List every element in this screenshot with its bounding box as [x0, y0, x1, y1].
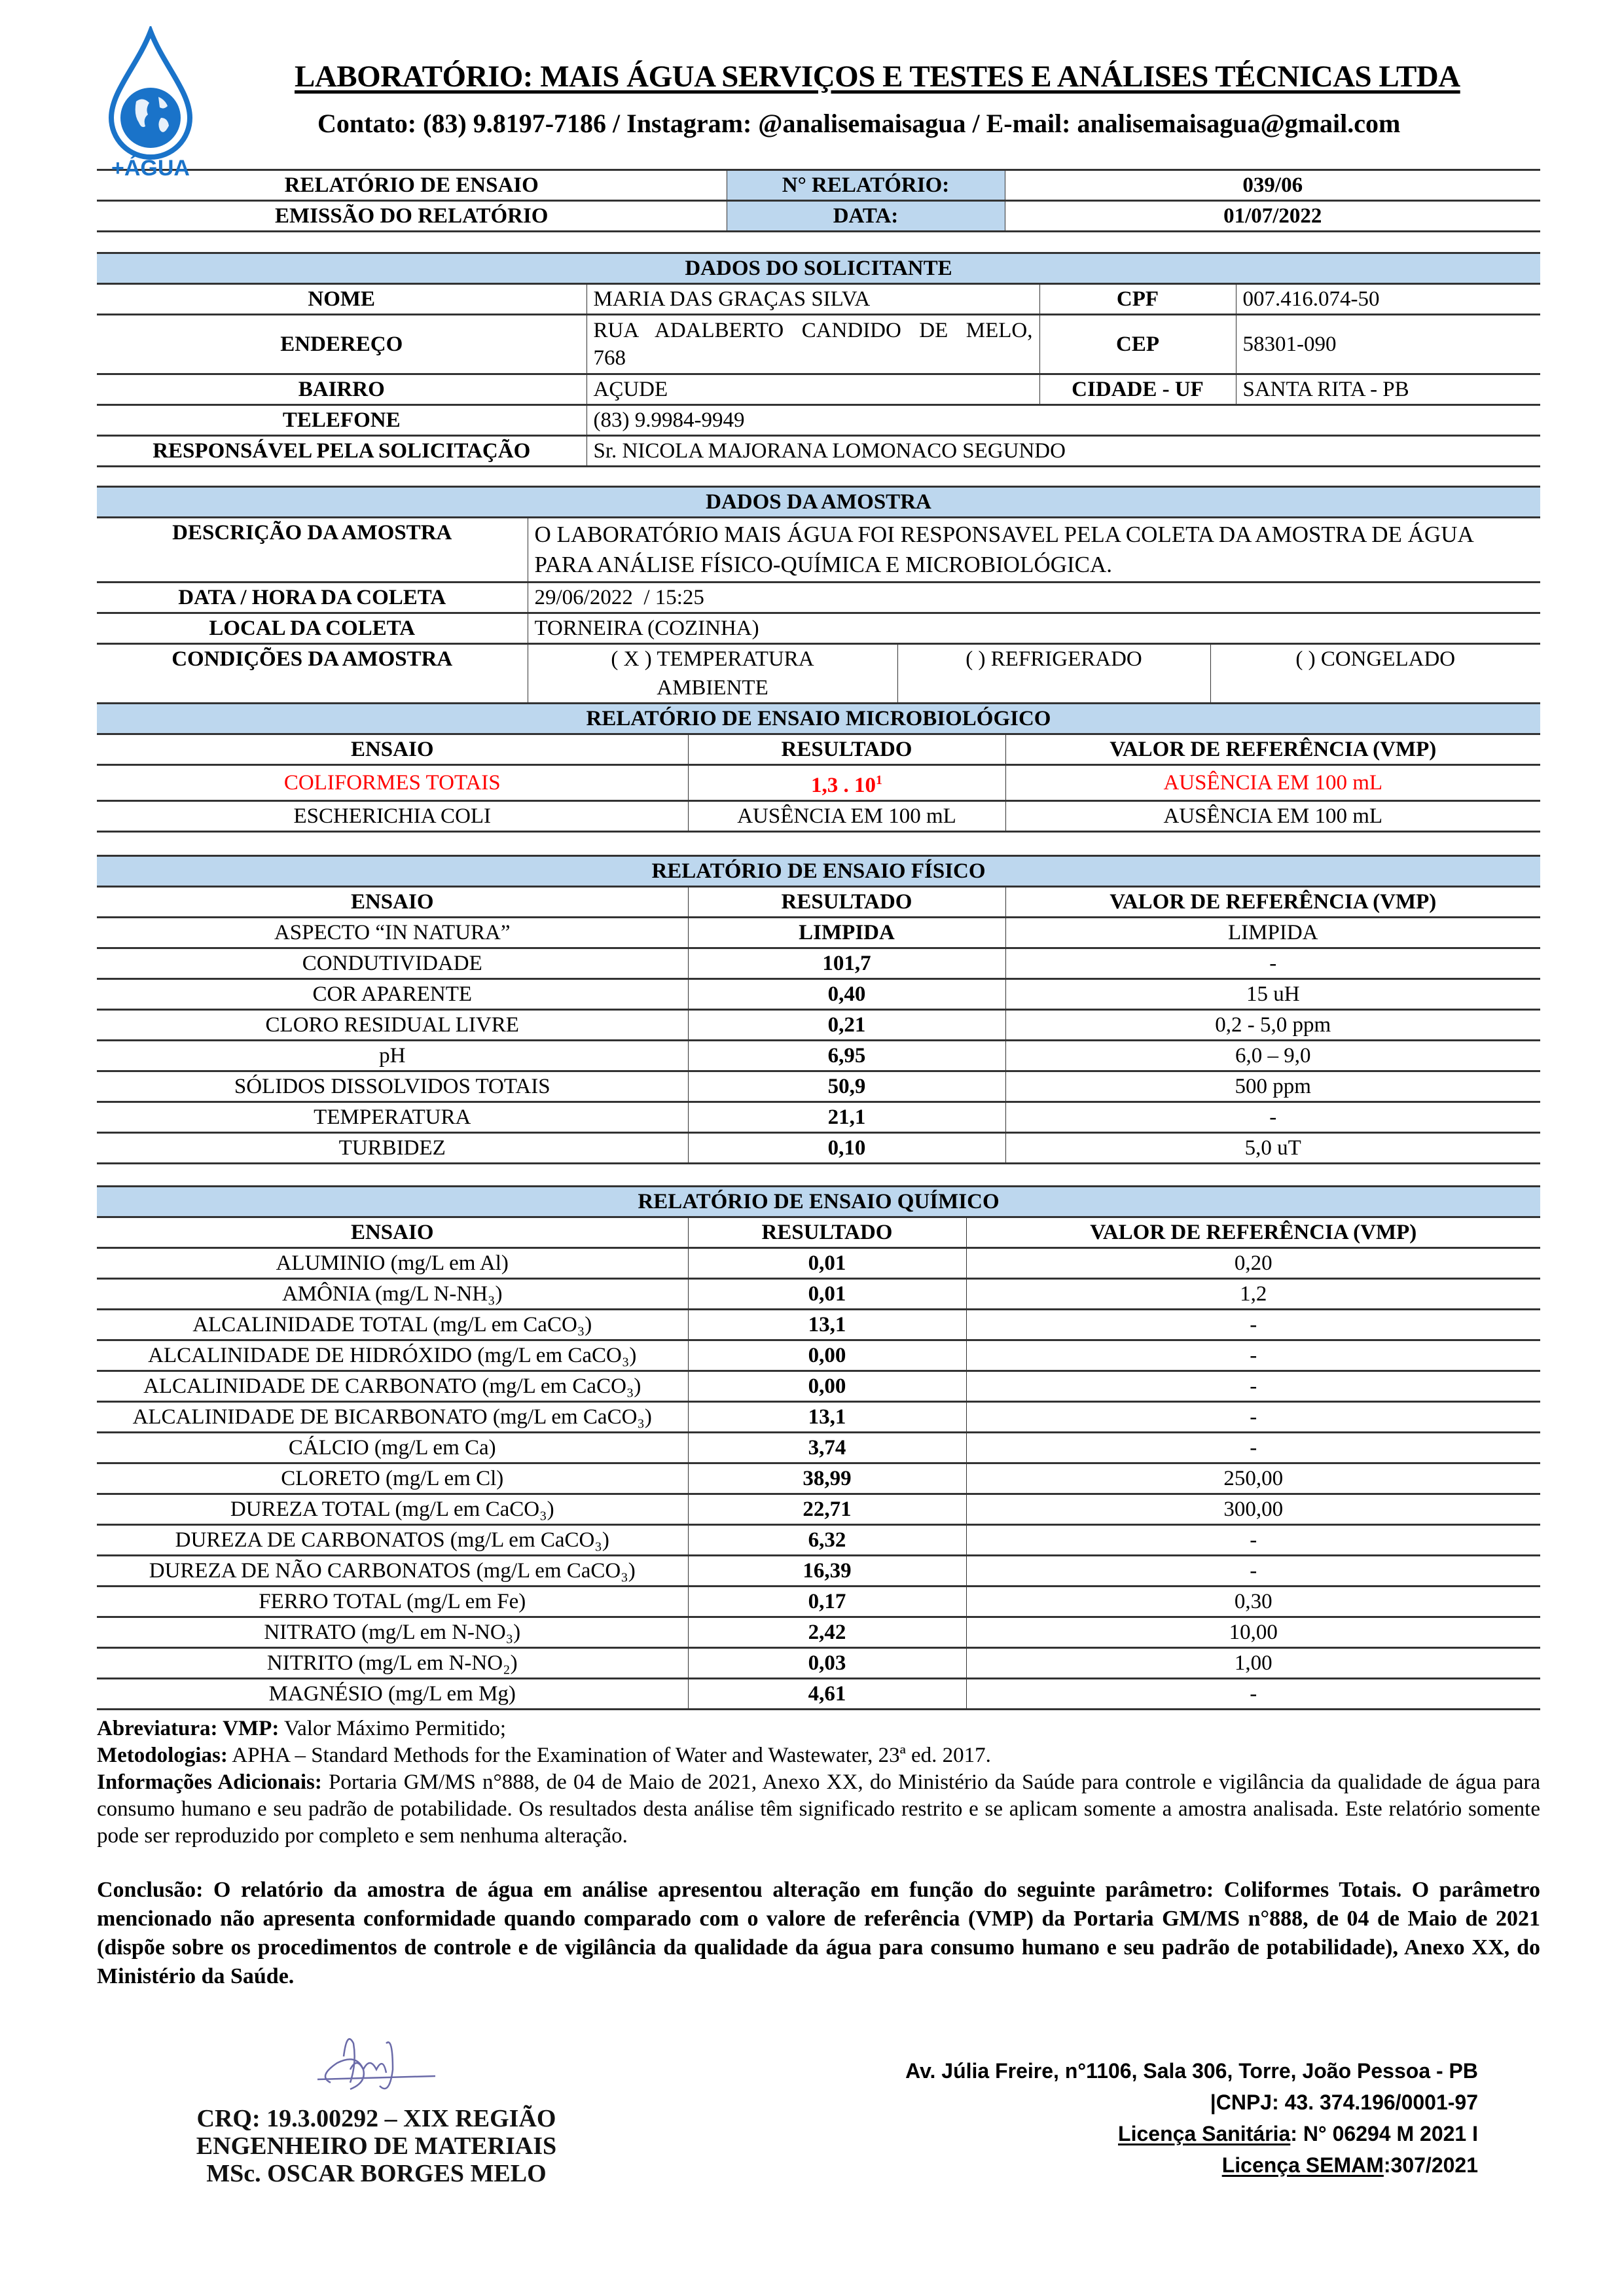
test-reference: -: [966, 1310, 1540, 1340]
semam-license-line: [850, 2149, 1478, 2181]
test-result: 4,61: [688, 1679, 966, 1710]
requester-title: DADOS DO SOLICITANTE: [685, 257, 952, 280]
address-line: Av. Júlia Freire, n°1106, Sala 306, Torre, João Pessoa - PB: [905, 2059, 1478, 2083]
test-reference: AUSÊNCIA EM 100 mL: [1005, 765, 1540, 801]
sample-location-row: [97, 613, 1540, 644]
column-header-resultado: RESULTADO: [688, 734, 1005, 765]
table-row: [97, 1279, 1540, 1310]
physical-rows: [97, 918, 1540, 1164]
report-type-label: RELATÓRIO DE ENSAIO: [284, 173, 539, 197]
lab-title: LABORATÓRIO: MAIS ÁGUA SERVIÇOS E TESTES E ANÁLISES TÉCNICAS LTDA: [295, 60, 1460, 94]
table-row: [97, 1402, 1540, 1433]
sample-section-header: [97, 487, 1540, 518]
water-drop-globe-icon: [98, 26, 203, 183]
test-name: DUREZA DE CARBONATOS (mg/L em CaCO₃): [175, 1528, 609, 1552]
sample-conditions-row: [97, 644, 1540, 704]
test-result: 16,39: [688, 1556, 966, 1587]
column-header-resultado: RESULTADO: [688, 1217, 966, 1248]
sample-date-value: 29/06/2022 / 15:25: [528, 583, 1540, 613]
test-result: LIMPIDA: [688, 918, 1005, 948]
table-row: [97, 1525, 1540, 1556]
sample-description-row: [97, 518, 1540, 583]
test-reference: AUSÊNCIA EM 100 mL: [1005, 801, 1540, 832]
table-row: [97, 1310, 1540, 1340]
table-row: [97, 1371, 1540, 1402]
report-date-value: 01/07/2022: [1005, 201, 1540, 232]
test-reference: 6,0 – 9,0: [1005, 1041, 1540, 1071]
test-result: 0,00: [688, 1340, 966, 1371]
district-value: AÇUDE: [586, 374, 1039, 405]
test-result: 0,01: [688, 1248, 966, 1279]
test-result: 0,40: [688, 979, 1005, 1010]
semam-license-label: Licença SEMAM: [1221, 2153, 1384, 2177]
test-reference: -: [1005, 1102, 1540, 1133]
sanitary-license-value: : N° 06294 M 2021 I: [1290, 2122, 1478, 2145]
name-value: MARIA DAS GRAÇAS SILVA: [586, 284, 1039, 315]
sample-title: DADOS DA AMOSTRA: [706, 490, 931, 514]
sanitary-license-line: [850, 2118, 1478, 2149]
table-row-coliformes: [97, 765, 1540, 801]
report-date-label: DATA:: [727, 201, 1005, 232]
requester-district-row: [97, 374, 1540, 405]
report-date-row: [97, 201, 1540, 232]
table-row: [97, 1463, 1540, 1494]
test-reference: 15 uH: [1005, 979, 1540, 1010]
chemical-rows: [97, 1248, 1540, 1710]
physical-table: [97, 855, 1540, 1164]
test-name: TEMPERATURA: [314, 1105, 471, 1129]
test-result: 101,7: [688, 948, 1005, 979]
test-result: 0,03: [688, 1648, 966, 1679]
condition-frozen-option[interactable]: ( ) CONGELADO: [1210, 644, 1540, 704]
test-reference: -: [966, 1433, 1540, 1463]
test-reference: -: [966, 1556, 1540, 1587]
report-info-table: [97, 169, 1540, 232]
chemical-section-header: [97, 1187, 1540, 1217]
test-name: TURBIDEZ: [338, 1136, 446, 1160]
test-name: ASPECTO “IN NATURA”: [274, 921, 511, 944]
column-header-ensaio: ENSAIO: [350, 890, 434, 914]
test-result: 2,42: [688, 1617, 966, 1648]
chemical-table: [97, 1185, 1540, 1710]
physical-title: RELATÓRIO DE ENSAIO FÍSICO: [651, 859, 986, 883]
additional-info-note: [97, 1769, 1540, 1850]
company-address-block: [850, 2055, 1478, 2181]
test-reference: 1,00: [966, 1648, 1540, 1679]
additional-info-text: Portaria GM/MS n°888, de 04 de Maio de 2021, Anexo XX, do Ministério da Saúde para controle e vigilância da qualidade de água para consumo humano e seu padrão de potabilidade. Os resultados desta análise têm significado restrito e se aplicam somente a amostra analisada. Este relatório somente pode ser reproduzido por completo e sem nenhuma alteração.: [97, 1770, 1540, 1848]
test-reference: 0,2 - 5,0 ppm: [1005, 1010, 1540, 1041]
test-reference: -: [966, 1371, 1540, 1402]
column-header-referencia: VALOR DE REFERÊNCIA (VMP): [1005, 887, 1540, 918]
test-name: DUREZA TOTAL (mg/L em CaCO₃): [230, 1498, 554, 1521]
column-header-referencia: VALOR DE REFERÊNCIA (VMP): [1005, 734, 1540, 765]
test-result: 21,1: [688, 1102, 1005, 1133]
handwritten-signature: [304, 2030, 448, 2102]
requester-name-row: [97, 284, 1540, 315]
test-name: NITRATO (mg/L em N-NO₃): [264, 1621, 521, 1644]
table-row: [97, 1071, 1540, 1102]
result-mantissa: 1,3 . 10: [811, 774, 876, 797]
requester-section-header: [97, 253, 1540, 284]
column-header-resultado: RESULTADO: [688, 887, 1005, 918]
notes-section: [97, 1715, 1540, 1850]
physical-header-row: [97, 887, 1540, 918]
table-row: [97, 1648, 1540, 1679]
report-number-value: 039/06: [1005, 170, 1540, 201]
crq-line: CRQ: 19.3.00292 – XIX REGIÃO: [196, 2105, 556, 2132]
test-result: 0,10: [688, 1133, 1005, 1164]
address-label: ENDEREÇO: [280, 332, 403, 356]
table-row: [97, 918, 1540, 948]
sample-date-row: [97, 583, 1540, 613]
district-label: BAIRRO: [298, 378, 385, 401]
page-header: [295, 58, 1538, 140]
company-logo: [98, 26, 203, 183]
cpf-label: CPF: [1039, 284, 1236, 315]
test-result: 0,01: [688, 1279, 966, 1310]
test-name: pH: [379, 1044, 406, 1067]
cep-value: 58301-090: [1236, 315, 1540, 374]
chemical-title: RELATÓRIO DE ENSAIO QUÍMICO: [638, 1190, 1000, 1213]
sample-location-label: LOCAL DA COLETA: [209, 617, 416, 640]
test-name: MAGNÉSIO (mg/L em Mg): [268, 1682, 516, 1706]
signature-icon: [304, 2030, 448, 2102]
additional-info-label: Informações Adicionais:: [97, 1770, 322, 1794]
test-result: 0,17: [688, 1587, 966, 1617]
test-name: CLORETO (mg/L em Cl): [281, 1467, 504, 1490]
test-reference: -: [1005, 948, 1540, 979]
test-name: AMÔNIA (mg/L N-NH₃): [281, 1282, 503, 1306]
table-row-ecoli: [97, 801, 1540, 832]
result-exponent: 1: [876, 773, 882, 787]
condition-ambient-option[interactable]: ( X ) TEMPERATURA AMBIENTE: [528, 644, 897, 704]
cnpj-line: |CNPJ: 43. 374.196/0001-97: [1210, 2090, 1478, 2114]
phone-value: (83) 9.9984-9949: [586, 405, 1540, 436]
test-result: 13,1: [688, 1310, 966, 1340]
sample-conditions-label: CONDIÇÕES DA AMOSTRA: [171, 647, 453, 671]
test-name: ALCALINIDADE DE BICARBONATO (mg/L em CaCO₃): [132, 1405, 652, 1429]
lab-contact: Contato: (83) 9.8197-7186 / Instagram: @analisemaisagua / E-mail: analisemaisagua@gmail.com: [317, 109, 1401, 138]
test-reference: 300,00: [966, 1494, 1540, 1525]
test-reference: 500 ppm: [1005, 1071, 1540, 1102]
microbiological-header-row: [97, 734, 1540, 765]
table-row: [97, 1587, 1540, 1617]
phone-label: TELEFONE: [282, 408, 401, 432]
test-reference: 1,2: [966, 1279, 1540, 1310]
table-row: [97, 1617, 1540, 1648]
test-name: COR APARENTE: [312, 982, 473, 1006]
table-row: [97, 1010, 1540, 1041]
test-reference: LIMPIDA: [1005, 918, 1540, 948]
report-number-row: [97, 170, 1540, 201]
test-name: DUREZA DE NÃO CARBONATOS (mg/L em CaCO₃): [149, 1559, 636, 1583]
test-reference: 5,0 uT: [1005, 1133, 1540, 1164]
column-header-referencia: VALOR DE REFERÊNCIA (VMP): [966, 1217, 1540, 1248]
microbiological-table: [97, 704, 1540, 833]
methodology-note: [97, 1742, 1540, 1769]
test-result: 6,32: [688, 1525, 966, 1556]
test-reference: 0,20: [966, 1248, 1540, 1279]
table-row: [97, 1133, 1540, 1164]
page-footer: [97, 2030, 1540, 2187]
table-row: [97, 979, 1540, 1010]
report-emission-label: EMISSÃO DO RELATÓRIO: [275, 204, 549, 228]
test-result: 22,71: [688, 1494, 966, 1525]
test-name: COLIFORMES TOTAIS: [283, 771, 501, 795]
chemical-header-row: [97, 1217, 1540, 1248]
table-row: [97, 1248, 1540, 1279]
conclusion-paragraph: Conclusão: O relatório da amostra de água em análise apresentou alteração em função do seguinte parâmetro: Coliformes Totais. O parâmetro mencionado não apresenta conformidade quando comparado com o valore de referência (VMP) da Portaria GM/MS n°888, de 04 de Maio de 2021 (dispõe sobre os procedimentos de controle e de vigilância da qualidade da água para consumo humano e seu padrão de potabilidade), Anexo XX, do Ministério da Saúde.: [97, 1878, 1540, 1988]
sanitary-license-label: Licença Sanitária: [1118, 2122, 1291, 2145]
name-label: NOME: [308, 287, 376, 311]
methodology-text: APHA – Standard Methods for the Examination of Water and Wastewater, 23ª ed. 2017.: [227, 1744, 991, 1767]
requester-responsible-row: [97, 436, 1540, 467]
cpf-value: 007.416.074-50: [1236, 284, 1540, 315]
test-result: 13,1: [688, 1402, 966, 1433]
microbiological-section-header: [97, 704, 1540, 734]
sample-description-label: DESCRIÇÃO DA AMOSTRA: [172, 521, 452, 545]
profession-line: ENGENHEIRO DE MATERIAIS: [196, 2132, 557, 2160]
table-row: [97, 1433, 1540, 1463]
test-result: 3,74: [688, 1433, 966, 1463]
table-row: [97, 1102, 1540, 1133]
test-result: 6,95: [688, 1041, 1005, 1071]
physical-section-header: [97, 856, 1540, 887]
test-reference: -: [966, 1679, 1540, 1710]
test-reference: -: [966, 1340, 1540, 1371]
test-reference: -: [966, 1402, 1540, 1433]
test-name: CÁLCIO (mg/L em Ca): [288, 1436, 496, 1460]
abbreviation-label: Abreviatura: VMP:: [97, 1717, 280, 1740]
sample-table: [97, 486, 1540, 704]
semam-license-value: :307/2021: [1383, 2153, 1478, 2177]
test-name: NITRITO (mg/L em N-NO₂): [266, 1651, 518, 1675]
responsible-label: RESPONSÁVEL PELA SOLICITAÇÃO: [153, 439, 531, 463]
city-label: CIDADE - UF: [1039, 374, 1236, 405]
test-reference: 0,30: [966, 1587, 1540, 1617]
city-value: SANTA RITA - PB: [1236, 374, 1540, 405]
sample-date-label: DATA / HORA DA COLETA: [178, 586, 446, 609]
methodology-label: Metodologias:: [97, 1744, 228, 1767]
test-reference: 10,00: [966, 1617, 1540, 1648]
table-row: [97, 1679, 1540, 1710]
condition-refrigerated-option[interactable]: ( ) REFRIGERADO: [897, 644, 1210, 704]
signature-area: [164, 2030, 589, 2187]
signatory-block: [164, 2105, 589, 2187]
table-row: [97, 1340, 1540, 1371]
sample-location-value: TORNEIRA (COZINHA): [528, 613, 1540, 644]
test-reference: 250,00: [966, 1463, 1540, 1494]
test-name: SÓLIDOS DISSOLVIDOS TOTAIS: [234, 1075, 550, 1098]
test-result: AUSÊNCIA EM 100 mL: [688, 801, 1005, 832]
test-result: 0,21: [688, 1010, 1005, 1041]
test-name: CLORO RESIDUAL LIVRE: [265, 1013, 519, 1037]
cep-label: CEP: [1039, 315, 1236, 374]
logo-wordmark: +ÁGUA: [111, 156, 190, 181]
column-header-ensaio: ENSAIO: [350, 1221, 434, 1244]
table-row: [97, 1494, 1540, 1525]
test-result: [688, 765, 1005, 801]
test-reference: -: [966, 1525, 1540, 1556]
requester-address-row: [97, 315, 1540, 374]
report-number-label: N° RELATÓRIO:: [727, 170, 1005, 201]
abbreviation-text: Valor Máximo Permitido;: [279, 1717, 507, 1740]
responsible-value: Sr. NICOLA MAJORANA LOMONACO SEGUNDO: [586, 436, 1540, 467]
table-row: [97, 1041, 1540, 1071]
test-name: CONDUTIVIDADE: [302, 952, 482, 975]
address-value: RUA ADALBERTO CANDIDO DE MELO, 768: [586, 315, 1039, 374]
test-name: ALCALINIDADE TOTAL (mg/L em CaCO₃): [192, 1313, 592, 1336]
test-name: ALCALINIDADE DE HIDRÓXIDO (mg/L em CaCO₃): [148, 1344, 637, 1367]
test-name: FERRO TOTAL (mg/L em Fe): [259, 1590, 526, 1613]
test-result: 0,00: [688, 1371, 966, 1402]
test-name: ESCHERICHIA COLI: [293, 804, 492, 828]
requester-phone-row: [97, 405, 1540, 436]
microbiological-title: RELATÓRIO DE ENSAIO MICROBIOLÓGICO: [586, 707, 1051, 730]
requester-table: [97, 252, 1540, 467]
table-row: [97, 1556, 1540, 1587]
signatory-name: MSc. OSCAR BORGES MELO: [206, 2160, 547, 2187]
abbreviation-note: [97, 1715, 1540, 1742]
table-row: [97, 948, 1540, 979]
column-header-ensaio: ENSAIO: [350, 738, 434, 761]
test-name: ALUMINIO (mg/L em Al): [276, 1251, 509, 1275]
test-name: ALCALINIDADE DE CARBONATO (mg/L em CaCO₃): [143, 1374, 641, 1398]
sample-description-value: O LABORATÓRIO MAIS ÁGUA FOI RESPONSAVEL PELA COLETA DA AMOSTRA DE ÁGUA PARA ANÁLISE FÍSICO-QUÍMICA E MICROBIOLÓGICA.: [528, 518, 1540, 583]
test-result: 38,99: [688, 1463, 966, 1494]
test-result: 50,9: [688, 1071, 1005, 1102]
